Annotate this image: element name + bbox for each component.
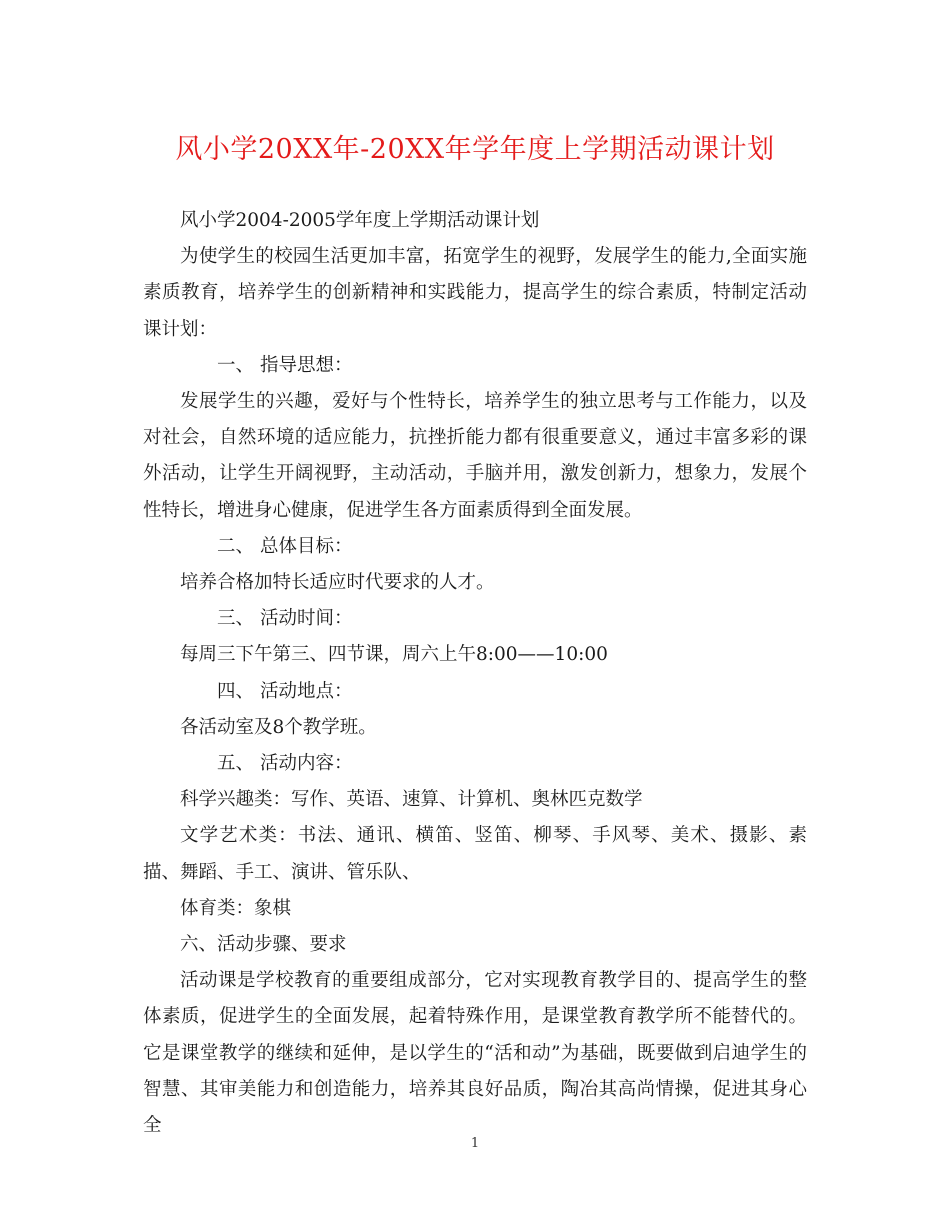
section-content-6: 活动课是学校教育的重要组成部分，它对实现教育教学目的、提高学生的整体素质，促进学生的全面发展，起着特殊作用，是课堂教育教学所不能替代的。它是课堂教学的继续和延伸，是以学生的“活和动”为基础，既要做到启迪学生的智慧、其审美能力和创造能力，培养其良好品质，陶冶其高尚情操，促进其身心全 — [143, 970, 807, 1137]
document-body — [143, 203, 807, 1144]
section-number: 四、 — [217, 680, 255, 702]
section-number: 一、 — [217, 354, 255, 376]
section-heading-text: 活动时间： — [260, 608, 353, 630]
section-number: 五、 — [217, 753, 255, 775]
content-item-science: 科学兴趣类：写作、英语、速算、计算机、奥林匹克数学 — [180, 789, 643, 811]
section-content-2: 培养合格加特长适应时代要求的人才。 — [180, 572, 495, 594]
section-content-4: 各活动室及8个教学班。 — [180, 716, 377, 738]
section-number: 三、 — [217, 608, 255, 630]
content-item-sports: 体育类：象棋 — [180, 897, 292, 919]
section-content-3: 每周三下午第三、四节课，周六上午8:00——10:00 — [180, 644, 608, 666]
intro-paragraph: 为使学生的校园生活更加丰富，拓宽学生的视野，发展学生的能力,全面实施素质教育，培养学生的创新精神和实践能力，提高学生的综合素质，特制定活动课计划： — [143, 246, 807, 340]
section-number: 二、 — [217, 535, 255, 557]
section-heading-3 — [143, 601, 807, 637]
section-heading-text: 活动内容： — [260, 753, 353, 775]
section-heading-4 — [143, 674, 807, 710]
page-number: 1 — [470, 1136, 480, 1151]
subtitle: 风小学2004-2005学年度上学期活动课计划 — [180, 210, 540, 231]
content-item-arts: 文学艺术类：书法、通讯、横笛、竖笛、柳琴、手风琴、美术、摄影、素描、舞蹈、手工、演讲、管乐队、 — [143, 825, 807, 883]
section-heading-text: 总体目标： — [260, 535, 353, 557]
section-heading-2 — [143, 529, 807, 565]
section-heading-1 — [143, 348, 807, 384]
section-content-1: 发展学生的兴趣，爱好与个性特长，培养学生的独立思考与工作能力，以及对社会，自然环境的适应能力，抗挫折能力都有很重要意义，通过丰富多彩的课外活动，让学生开阔视野，主动活动，手脑并用，激发创新力，想象力，发展个性特长，增进身心健康，促进学生各方面素质得到全面发展。 — [143, 391, 807, 521]
section-heading-text: 活动地点： — [260, 680, 353, 702]
section-heading-6: 六、活动步骤、要求 — [180, 934, 347, 956]
document-title: 风小学20XX年-20XX年学年度上学期活动课计划 — [175, 134, 775, 165]
section-heading-5 — [143, 746, 807, 782]
section-heading-text: 指导思想： — [260, 354, 353, 376]
